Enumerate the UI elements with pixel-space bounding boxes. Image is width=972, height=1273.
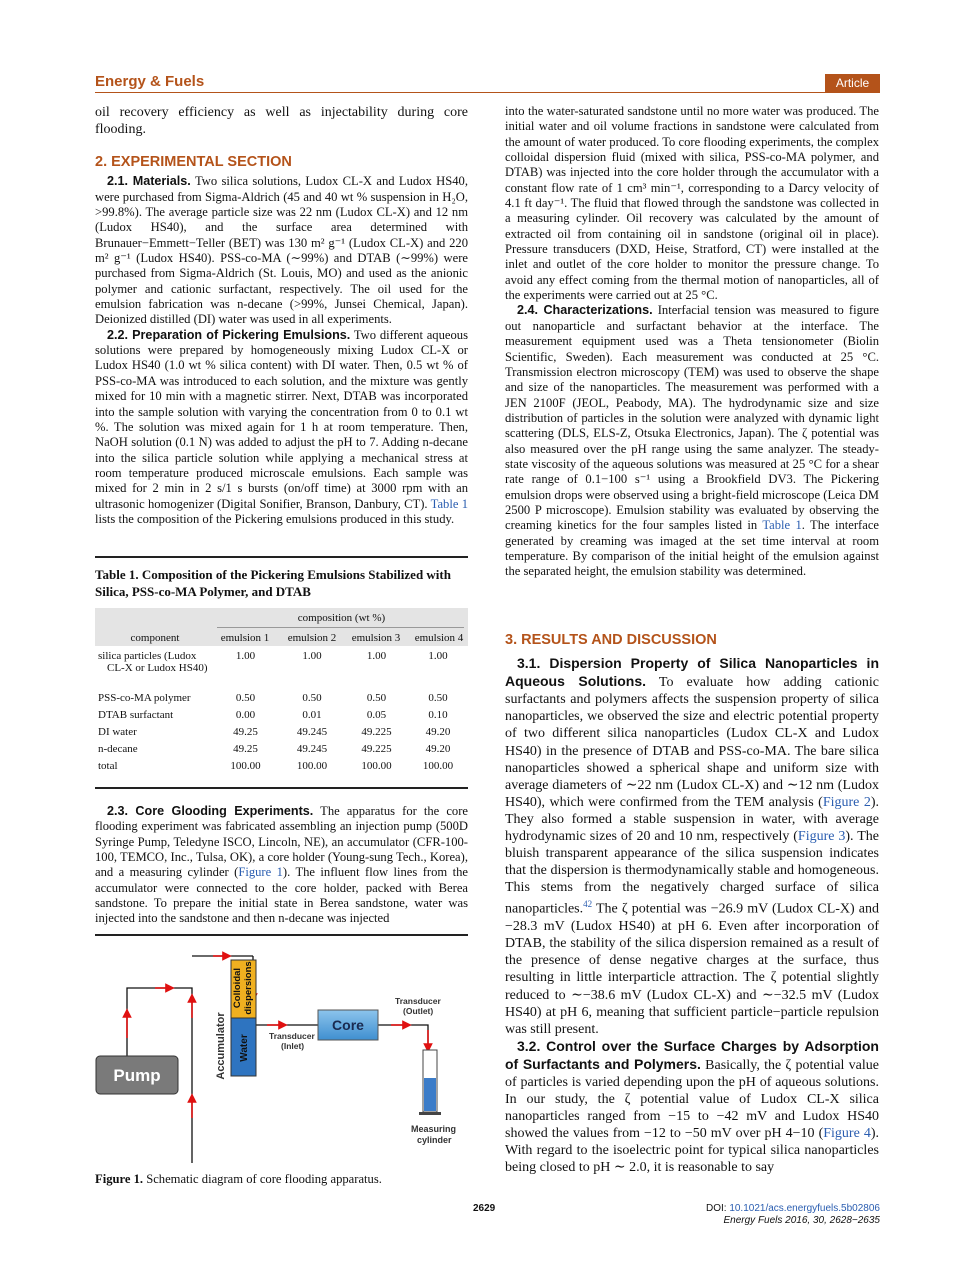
core-label: Core (332, 1017, 364, 1033)
preparation-paragraph: 2.2. Preparation of Pickering Emulsions. Two different aqueous solutions were prepared by homogeneously mixing Ludox CL-X or Ludox HS40 (1.0 wt % silica content) with DI water. Then, 0.5 wt % of PSS-co-MA was introduced to each solution, and the mixture was gently mixed for 10 min with a magnetic stirrer. Next, DTAB was incorporated into the sample solution with varying the concentration from 0 to 0.1 wt %. The solution was mixed again for 1 h at room temperature. Then, NaOH solution (0.1 N) was added to adjust the pH to 7. Adding n-decane into the silica particle solution while applying a mechanical stress at room temperature produced microscale emulsions. Each sample was mixed for 2 min in 2 s/1 s bursts (on/off time) at 3000 rpm with an ultrasonic homogenizer (Digital Sonifier, Branson, Danbury, CT). Table 1 lists the composition of the Pickering emulsions produced in this study. (95, 327, 469, 526)
figure-1-link[interactable]: Figure 1 (238, 865, 283, 880)
table-1-link[interactable]: Table 1 (430, 496, 469, 511)
surface-charge-heading: 3.2. Control over the Surface Charges by Adsorption of Surfactants and Polymers. (505, 1037, 879, 1072)
cylinder-label: Measuring cylinder (411, 1124, 457, 1145)
surface-charge-paragraph: 3.2. Control over the Surface Charges by Adsorption of Surfactants and Polymers. Basically, the ζ potential value of particles is varied depending upon the pH of aqueous solutions. In our study, the ζ potential value of Ludox CL-X silica nanoparticles ranged from −15 to −42 mV and Ludox HS40 showed the values from −12 to −50 mV over pH 4−10 (Figure 4). With regard to the isoelectric point for typical silica nanoparticles being closed to pH ∼ 2.0, it is reasonable to say (505, 1037, 879, 1176)
left-column-top (95, 104, 468, 527)
table-bottom-rule (95, 787, 468, 789)
table-header (95, 608, 468, 646)
characterizations-paragraph: 2.4. Characterizations. Interfacial tension was measured to figure out nanoparticle and surfactant behavior at the interface. The measurement equipment used was a Theta tensionometer (Biolin Scientific, Sweden). Each measurement was conducted at 25 °C. Transmission electron microscopy (TEM) was used to observe the shape and size of the nanoparticles. The measurement was performed with a JEN 2100F (JEOL, Peabody, MA). The hydrodynamic size and size distribution of particles in the solution were analyzed with dynamic light scattering (DLS, ELS-Z, Otsuka Electronics, Japan). The ζ potential was also measured over the pH range using the same analyzer. The steady-state viscosity of the aqueous solutions was measured at 25 °C for a shear rate range of 0.1−100 s⁻¹ using a Brookfield DV3. The Pickering emulsion drops were observed using a bright-field microscope (Leica DM 2500 P microscope). Emulsion stability was evaluated by observing the creaming kinetics for the four samples listed in Table 1. The interface generated by creaming was imaged at the set time interval at room temperature. By comparison of the initial height of the emulsion against the separated height, the emulsion stability was determined. (505, 303, 880, 579)
core-flooding-diagram (95, 938, 470, 1163)
journal-title: Energy & Fuels (95, 73, 205, 90)
figure-3-link[interactable]: Figure 3 (797, 829, 846, 845)
col-header-emulsion-4: emulsion 4 (414, 632, 464, 644)
colloidal-label: Colloidaldispersions (232, 961, 254, 1015)
doi: DOI: 10.1021/acs.energyfuels.5b02806 (705, 1203, 880, 1214)
right-column-top (505, 104, 879, 580)
table-1 (95, 556, 468, 789)
characterizations-heading: 2.4. Characterizations. (517, 303, 653, 318)
table-row: n-decane 49.25 49.245 49.225 49.20 (98, 743, 451, 755)
article-type-badge: Article (825, 74, 880, 92)
table-row: PSS-co-MA polymer 0.50 0.50 0.50 0.50 (98, 692, 448, 704)
reference-42-link[interactable]: 42 (583, 899, 593, 910)
col-header-component: component (130, 632, 180, 644)
table-caption: Table 1. Composition of the Pickering Emulsions Stabilized with Silica, PSS-co-MA Polymer, and DTAB (95, 567, 451, 599)
doi-link[interactable]: 10.1021/acs.energyfuels.5b02806 (729, 1203, 880, 1214)
intro-paragraph: oil recovery efficiency as well as injectability during core flooding. (95, 105, 468, 137)
table-row: DTAB surfactant 0.00 0.01 0.05 0.10 (98, 709, 448, 721)
table-row: silica particles (Ludox CL-X or Ludox HS40) 1.00 1.00 1.00 1.00 (98, 650, 448, 674)
figure-4-link[interactable]: Figure 4 (823, 1126, 871, 1142)
preparation-heading: 2.2. Preparation of Pickering Emulsions. (107, 327, 351, 342)
figure-top-rule (95, 934, 468, 936)
accumulator-label: Accumulator (215, 1012, 227, 1080)
col-header-emulsion-3: emulsion 3 (351, 632, 401, 644)
table-1-link[interactable]: Table 1 (762, 518, 802, 533)
pump-label: Pump (113, 1066, 161, 1085)
page-number: 2629 (473, 1203, 496, 1214)
table-row: total 100.00 100.00 100.00 100.00 (98, 760, 454, 772)
right-column-results (505, 632, 879, 1177)
col-header-emulsion-1: emulsion 1 (220, 632, 270, 644)
core-flooding-heading: 2.3. Core Glooding Experiments. (107, 804, 314, 818)
transducer-inlet-label: Transducer (Inlet) (269, 1031, 315, 1051)
core-flooding-continued: into the water-saturated sandstone until no more water was produced. The initial water and oil volume fractions in sandstone were calculated from the amount of water produced. To core flooding experiments, the complex colloidal dispersion fluid (mixed with silica, PSS-co-MA polymer, and DTAB) was injected into the core holder through the accumulator with a constant flow rate of 1 cm³ min⁻¹, corresponding to a Darcy velocity of 4.1 ft day⁻¹. The fluid that flowed through the sandstone was collected in a measuring cylinder. Oil recovery was calculated by the amount of extracted oil from containing oil in sandstone (original oil in place). Pressure transducers (DXD, Heise, Stratford, CT) were installed at the inlet and outlet of the core holder to monitor the pressure change. To avoid any effect coming from the thermal motion of nanoparticles, all of the experiments were carried out at 25 °C. (505, 104, 879, 303)
citation: Energy Fuels 2016, 30, 2628−2635 (723, 1215, 880, 1226)
section-3-heading: 3. RESULTS AND DISCUSSION (505, 632, 717, 648)
materials-paragraph: 2.1. Materials. Two silica solutions, Ludox CL-X and Ludox HS40, were purchased from Sigma-Aldrich (45 and 40 wt % suspension in H₂O, >99.8%). The average particle size was 22 nm (Ludox CL-X) and 12 nm (Ludox HS40), and the surface area determined with Brunauer−Emmett−Teller (BET) was 130 m² g⁻¹ (Ludox CL-X) and 220 m² g⁻¹ (Ludox HS40). PSS-co-MA (∼99%) and DTAB (∼99%) were purchased from Sigma-Aldrich (St. Louis, MO) and used as the anionic polymer and cationic surfactant, respectively. The oil used for the emulsion fabrication was n-decane (>99%, Junsei Chemical, Japan). Deionized distilled (DI) water was used in all experiments. (95, 174, 468, 327)
dispersion-paragraph: 3.1. Dispersion Property of Silica Nanoparticles in Aqueous Solutions. To evaluate how adding cationic surfactants and polymers affects the suspension property of silica nanoparticles, we observed the size and electric potential property of two different silica nanoparticles (Ludox CL-X and Ludox HS40) in the presence of DTAB and PSS-co-MA. The bare silica nanoparticles showed a spherical shape and uniform size with average diameters of ∼22 nm (Ludox CL-X) and ∼12 nm (Ludox HS40), which were confirmed from the TEM analysis (Figure 2). They also formed a stable suspension in water, with average hydrodynamic sizes of 20 and 10 nm, respectively (Figure 3). The bluish transparent appearance of the silica suspension indicates that the dispersion is thermodynamically stable and homogeneous. This stems from the negatively charged surface of silica nanoparticles.$^{42}$ The ζ potential was −26.9 mV (Ludox CL-X) and −28.3 mV (Ludox HS40) at pH 6. Even after incorporation of DTAB, the stability of the silica dispersion remained as a result of the presence of dense negative charges at the surface, thus resulting in little interparticle attraction. The ζ potential slightly reduced to ∼−38.6 mV (Ludox CL-X) and ∼−32.5 mV (Ludox HS40) at pH 6, meaning that sufficient particle−particle repulsion was still present. (505, 655, 879, 1037)
core-flooding-section (95, 804, 468, 927)
table-top-rule (95, 556, 468, 558)
col-header-emulsion-2: emulsion 2 (287, 632, 337, 644)
table-row: DI water 49.25 49.245 49.225 49.20 (98, 726, 451, 738)
section-2-heading: 2. EXPERIMENTAL SECTION (95, 154, 292, 170)
table-body (95, 650, 468, 777)
figure-2-link[interactable]: Figure 2 (822, 794, 871, 810)
dispersion-heading: 3.1. Dispersion Property of Silica Nanoparticles in Aqueous Solutions. (505, 655, 879, 690)
core-flooding-paragraph: 2.3. Core Glooding Experiments. The apparatus for the core flooding experiment was fabricated assembling an injection pump (500D Syringe Pump, Teledyne ISCO, Lincoln, NE), an accumulator (CFR-100-100, TEMCO, Inc., Tulsa, OK), a core holder (Young-sung Tech., Korea), and a measuring cylinder (Figure 1). The influent flow lines from the accumulator were connected to the core holder, packed with Berea sandstone. To prepare the initial state in Berea sandstone, water was injected into the sandstone and then n-decane was injected (95, 804, 468, 926)
transducer-outlet-label: Transducer (Outlet) (395, 996, 441, 1016)
materials-heading: 2.1. Materials. (107, 174, 191, 189)
water-label: Water (239, 1034, 250, 1062)
figure-1-caption: Figure 1. Schematic diagram of core flooding apparatus. (95, 1172, 382, 1186)
header-rule (95, 92, 880, 93)
table-group-header: composition (wt %) (297, 612, 386, 624)
